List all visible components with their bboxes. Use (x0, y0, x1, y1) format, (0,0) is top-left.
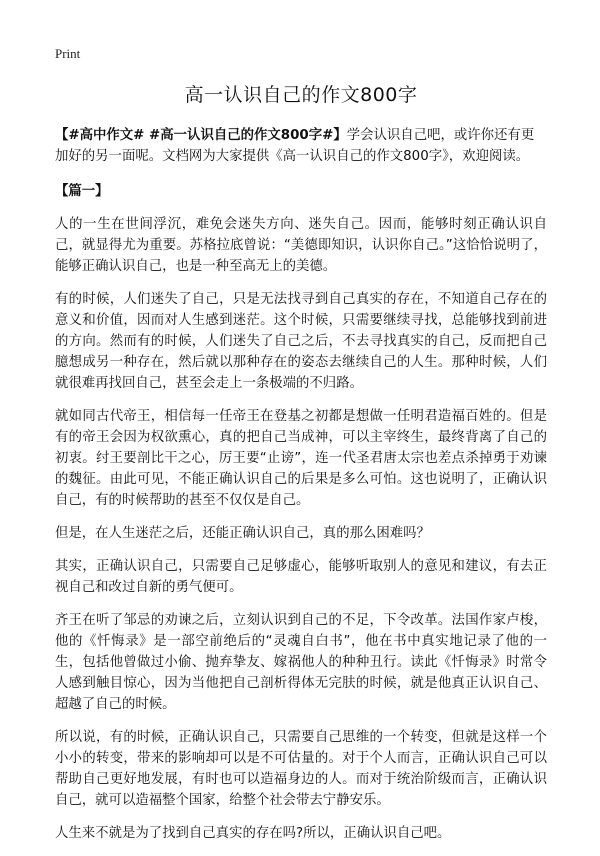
paragraph-6: 齐王在听了邹忌的劝谏之后，立刻认识到自己的不足，下令改革。法国作家卢梭，他的《忏悔录》是一部空前绝后的“灵魂自白书”，他在书中真实地记录了他的一生，包括他曾做过小偷、抛弃挚友、嫁祸他人的种种丑行。读此《忏悔录》时常令人感到触目惊心，因为当他把自己剖析得体无完肤的时候，就是他真正认识自己、超越了自己的时候。 (55, 613, 547, 712)
intro-text: 学会认识自己吧，或许你还有更加好的另一面呢。文档网为大家提供《高一认识自己的作文800字》，欢迎阅读。 (55, 128, 535, 164)
paragraph-8: 人生来不就是为了找到自己真实的存在吗?所以，正确认识自己吧。 (55, 826, 451, 841)
paragraph-5: 其实，正确认识自己，只需要自己足够虚心，能够听取别人的意见和建议，有去正视自己和改过自新的勇气便可。 (55, 559, 547, 595)
print-link[interactable]: Print (55, 46, 81, 61)
paragraph-7: 所以说，有的时候，正确认识自己，只需要自己思维的一个转变，但就是这样一个小小的转变，带来的影响却可以是不可估量的。对于个人而言，正确认识自己可以帮助自己更好地发展，有时也可以造福身边的人。而对于统治阶级而言，正确认识自己，就可以造福整个国家，给整个社会带去宁静安乐。 (55, 730, 547, 808)
section-heading: 【篇一】 (55, 184, 109, 199)
paragraph-2: 有的时候，人们迷失了自己，只是无法找寻到自己真实的存在，不知道自己存在的意义和价值，因而对人生感到迷茫。这个时候，只需要继续寻找，总能够找到前进的方向。然而有的时候，人们迷失了自己之后，不去寻找真实的自己，反而把自己臆想成另一种存在，然后就以那种存在的姿态去继续自己的人生。那种时候，人们就很难再找回自己，甚至会走上一条极端的不归路。 (55, 292, 547, 391)
intro-paragraph (55, 125, 547, 167)
paragraph-4: 但是，在人生迷茫之后，还能正确认识自己，真的那么困难吗？ (55, 526, 430, 541)
paragraph-3: 就如同古代帝王，相信每一任帝王在登基之初都是想做一任明君造福百姓的。但是有的帝王会因为权欲熏心，真的把自己当成神，可以主宰终生，最终背离了自己的初衷。纣王要剖比干之心，厉王要“止谤”，连一代圣君唐太宗也差点杀掉勇于劝谏的魏征。由此可见，不能正确认识自己的后果是多么可怕。这也说明了，正确认识自己，有的时候帮助的甚至不仅仅是自己。 (55, 409, 547, 508)
page-title: 高一认识自己的作文800字 (184, 84, 418, 106)
article (55, 80, 547, 856)
intro-tag: 【#高中作文# #高一认识自己的作文800字#】 (55, 128, 347, 143)
paragraph-1: 人的一生在世间浮沉，难免会迷失方向、迷失自己。因而，能够时刻正确认识自己，就显得尤为重要。苏格拉底曾说：“美德即知识，认识你自己。”这恰恰说明了，能够正确认识自己，也是一种至高无上的美德。 (55, 217, 547, 274)
